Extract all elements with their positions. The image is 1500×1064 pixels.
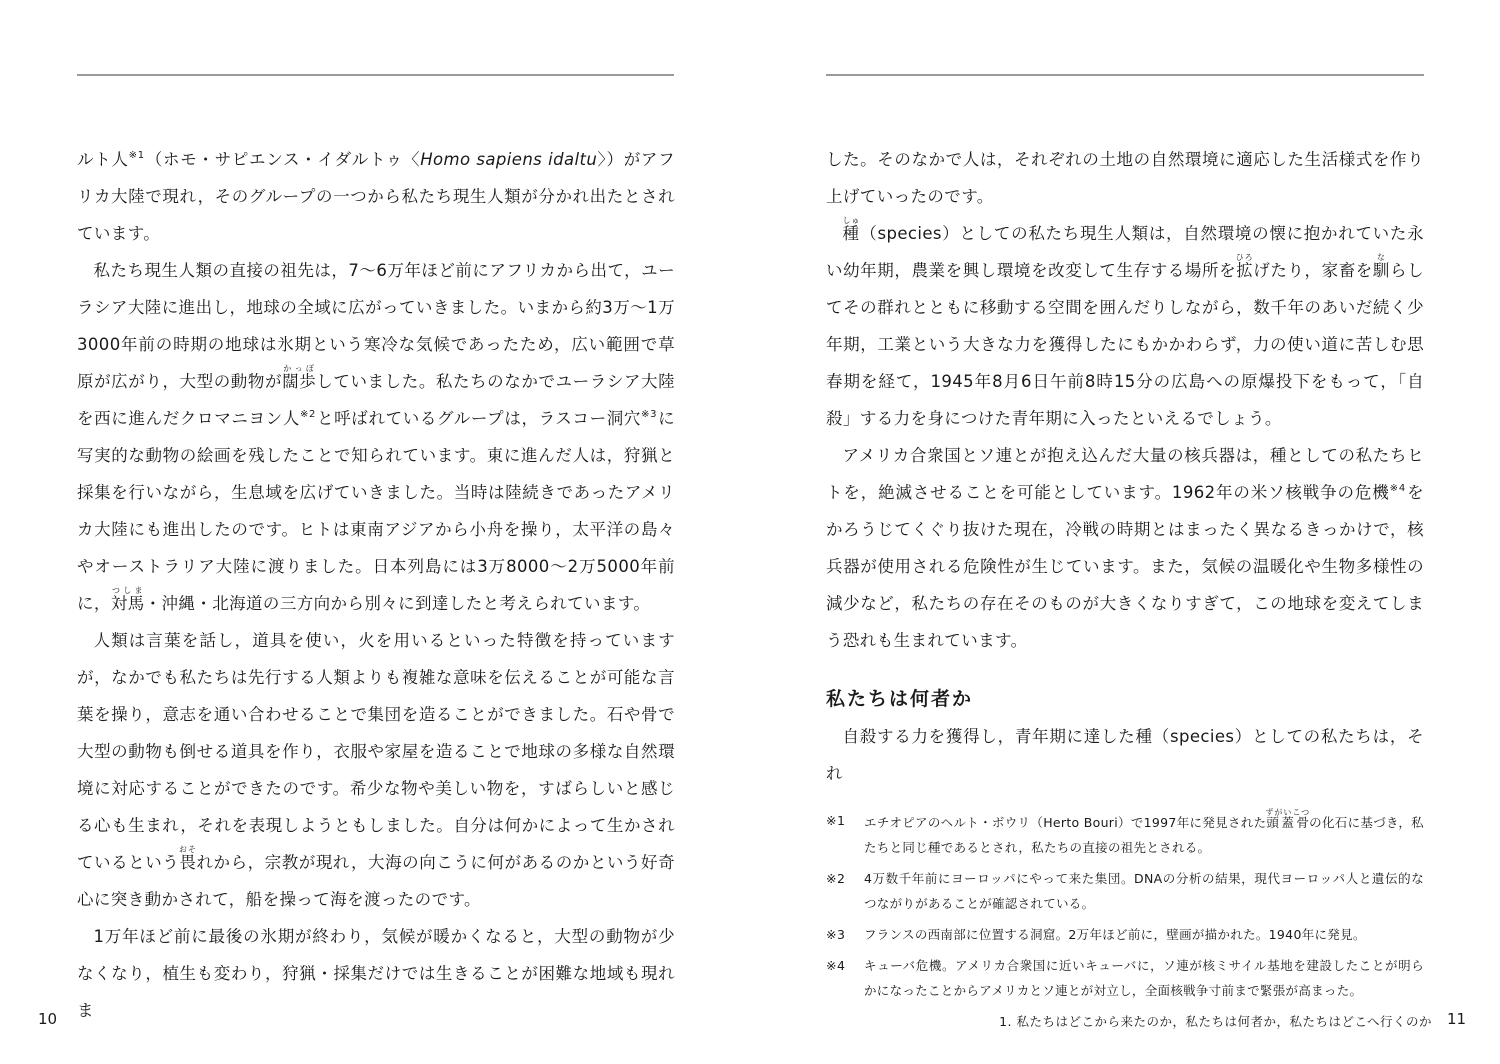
ruby-term: 馴な xyxy=(1372,253,1390,280)
footnote-text xyxy=(864,808,1424,860)
body-paragraph xyxy=(77,622,675,918)
footnote xyxy=(826,866,1424,916)
text-run: らしてその群れとともに移動する空間を囲んだりしながら，数千年のあいだ続く少年期，工業という大きな力を獲得したにもかかわらず，力の使い道に苦しむ思春期を経て，1945年8月6日午前8時15分の広島への原爆投下をもって，「自殺」する力を身につけた青年期に入ったといえるでしょう。 xyxy=(826,261,1424,428)
text-run: れから，宗教が現れ，大海の向こうに何があるのかという好奇心に突き動かされて，船を操って海を渡ったのです。 xyxy=(77,853,675,909)
header-rule-left xyxy=(77,74,674,76)
footnote xyxy=(826,808,1424,860)
footnote-ref: ※1 xyxy=(128,150,145,161)
text-run: ルト人 xyxy=(77,150,129,169)
ruby-reading: ひろ xyxy=(1235,253,1254,262)
header-rule-right xyxy=(826,74,1424,76)
right-body-paragraphs xyxy=(826,141,1424,659)
running-head: 1. 私たちはどこから来たのか，私たちは何者か，私たちはどこへ行くのか xyxy=(999,1014,1432,1029)
footnotes xyxy=(826,808,1424,1009)
right-page-body xyxy=(826,141,1424,792)
italic-term: Homo sapiens idaltu xyxy=(420,150,598,169)
text-run: げたり，家畜を xyxy=(1253,261,1373,280)
text-run: 自殺する力を獲得し，青年期に達した種（species）としての私たちは，それ xyxy=(826,727,1424,783)
ruby-reading: つしま xyxy=(110,586,145,595)
footnote-mark: ※1 xyxy=(826,813,846,828)
ruby-term: 対馬つしま xyxy=(110,586,145,613)
body-paragraph xyxy=(826,215,1424,437)
text-run: していました。私たちのなかでユーラシア大陸を西に進んだクロマニヨン人 xyxy=(77,372,675,428)
footnote-text xyxy=(864,922,1424,947)
ruby-term: 頭蓋骨ずがいこつ xyxy=(1265,808,1311,830)
text-run: 〉）がアフリカ大陸で現れ，そのグループの一つから私たち現生人類が分かれ出たとされています。 xyxy=(77,150,676,243)
footnote xyxy=(826,922,1424,947)
footnote-ref: ※4 xyxy=(1389,483,1406,494)
body-paragraph xyxy=(826,718,1424,792)
ruby-reading: しゅ xyxy=(842,216,861,225)
text-run: 私たち現生人類の直接の祖先は，7〜6万年ほど前にアフリカから出て，ユーラシア大陸に進出し，地球の全域に広がっていきました。いまから約3万〜1万3000年前の時期の地球は氷期という寒冷な気候であったため，広い範囲で草原が広がり，大型の動物が xyxy=(77,261,675,391)
text-run: と呼ばれているグループは，ラスコー洞穴 xyxy=(316,409,642,428)
ruby-reading: な xyxy=(1372,253,1390,262)
text-run: 4万数千年前にヨーロッパにやって来た集団。DNAの分析の結果，現代ヨーロッパ人と遺伝的なつながりがあることが確認されている。 xyxy=(864,871,1424,911)
page-number-right: 11 xyxy=(1447,1010,1467,1028)
footnote-ref: ※3 xyxy=(641,409,657,420)
ruby-reading: ずがいこつ xyxy=(1265,808,1311,817)
text-run: フランスの西南部に位置する洞窟。2万年ほど前に，壁画が描かれた。1940年に発見。 xyxy=(864,927,1366,942)
ruby-term: 畏おそ xyxy=(178,845,197,872)
section-heading: 私たちは何者か xyxy=(826,688,974,710)
footnote-text xyxy=(864,866,1424,916)
ruby-reading: かっぽ xyxy=(282,364,317,373)
body-paragraph xyxy=(826,141,1424,215)
body-paragraph xyxy=(77,141,675,252)
text-run: 人類は言葉を話し，道具を使い，火を用いるといった特徴を持っていますが，なかでも私たちは先行する人類よりも複雑な意味を伝えることが可能な言葉を操り，意志を通い合わせることで集団を造ることができました。石や骨で大型の動物も倒せる道具を作り，衣服や家屋を造ることで地球の多様な自然環境に対応することができたのです。希少な物や美しい物を，すばらしいと感じる心も生まれ，それを表現しようともしました。自分は何かによって生かされているという xyxy=(77,631,675,872)
footnote-mark: ※2 xyxy=(826,871,846,886)
text-run: （ホモ・サピエンス・イダルトゥ〈 xyxy=(145,150,421,169)
page-number-left: 10 xyxy=(38,1010,58,1028)
body-paragraph xyxy=(77,918,675,1029)
text-run: エチオピアのヘルト・ボウリ（Herto Bouri）で1997年に発見された xyxy=(864,815,1267,830)
text-run: （species）としての私たち現生人類は，自然環境の懐に抱かれていた永い幼年期，農業を興し環境を改変して生存する場所を xyxy=(826,224,1424,280)
left-page-body xyxy=(77,141,675,1029)
footnote-mark: ※3 xyxy=(826,927,846,942)
body-paragraph xyxy=(826,437,1424,659)
text-run: 1万年ほど前に最後の氷期が終わり，気候が暖かくなると，大型の動物が少なくなり，植生も変わり，狩猟・採集だけでは生きることが困難な地域も現れま xyxy=(77,927,675,1020)
text-run: ・沖縄・北海道の三方向から別々に到達したと考えられています。 xyxy=(144,594,651,613)
ruby-reading: おそ xyxy=(178,845,197,854)
text-run: をかろうじてくぐり抜けた現在，冷戦の時期とはまったく異なるきっかけで，核兵器が使用される危険性が生じています。また，気候の温暖化や生物多様性の減少など，私たちの存在そのものが大きくなりすぎて，この地球を変えてしまう恐れも生まれています。 xyxy=(826,483,1425,650)
footnote-text xyxy=(864,953,1424,1003)
text-run: に写実的な動物の絵画を残したことで知られています。東に進んだ人は，狩猟と採集を行いながら，生息域を広げていきました。当時は陸続きであったアメリカ大陸にも進出したのです。ヒトは東南アジアから小舟を操り，太平洋の島々やオーストラリア大陸に渡りました。日本列島には3万8000〜2万5000年前に， xyxy=(77,409,675,613)
after-heading-paragraphs xyxy=(826,718,1424,792)
text-run: アメリカ合衆国とソ連とが抱え込んだ大量の核兵器は，種としての私たちヒトを，絶滅させることを可能としています。1962年の米ソ核戦争の危機 xyxy=(826,446,1424,502)
body-paragraph xyxy=(77,252,675,622)
text-run: した。そのなかで人は，それぞれの土地の自然環境に適応した生活様式を作り上げていったのです。 xyxy=(826,150,1424,206)
footnote-ref: ※2 xyxy=(299,409,316,420)
ruby-term: 闊歩かっぽ xyxy=(282,364,317,391)
ruby-term: 種しゅ xyxy=(842,216,861,243)
text-run: の化石に基づき，私たちと同じ種であるとされ，私たちの直接の祖先とされる。 xyxy=(864,815,1424,855)
text-run: キューバ危機。アメリカ合衆国に近いキューバに，ソ連が核ミサイル基地を建設したことが明らかになったことからアメリカとソ連とが対立し，全面核戦争寸前まで緊張が高まった。 xyxy=(864,958,1424,998)
footnote-mark: ※4 xyxy=(826,958,846,973)
footnote xyxy=(826,953,1424,1003)
ruby-term: 拡ひろ xyxy=(1235,253,1254,280)
